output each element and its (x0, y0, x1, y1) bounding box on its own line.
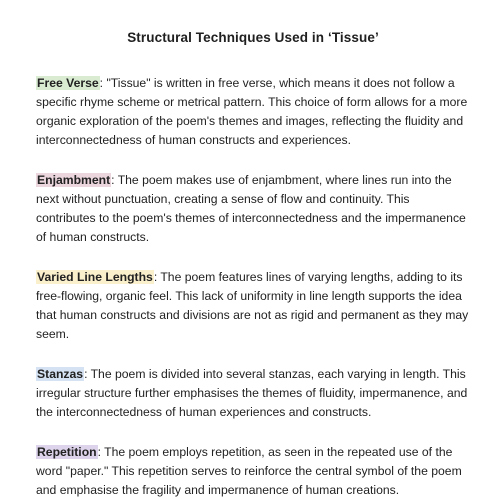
page-title: Structural Techniques Used in ‘Tissue’ (127, 30, 379, 45)
section-enjambment-text: : The poem makes use of enjambment, where lines run into the next without punctuation, creating a sense of flow and continuity. This contributes to the poem's themes of interconnectedness and the impermanence of human constructs. (36, 173, 466, 244)
section-varied-line-lengths-text: : The poem features lines of varying lengths, adding to its free-flowing, organic feel. This lack of uniformity in line length supports the idea that human constructs and divisions are not as rigid and permanent as they may seem. (36, 270, 469, 341)
term-stanzas: Stanzas (37, 367, 84, 381)
section-stanzas (36, 365, 470, 422)
section-varied-line-lengths (36, 268, 470, 344)
section-repetition (36, 443, 470, 500)
section-repetition-text: : The poem employs repetition, as seen in the repeated use of the word "paper." This repetition serves to reinforce the central symbol of the poem and emphasise the fragility and impermanence of human creations. (36, 445, 462, 497)
section-stanzas-text: : The poem is divided into several stanzas, each varying in length. This irregular structure further emphasises the themes of fluidity, impermanence, and the interconnectedness of human experiences and constructs. (36, 367, 468, 419)
term-enjambment: Enjambment (37, 173, 111, 187)
section-free-verse (36, 74, 470, 150)
term-repetition: Repetition (37, 445, 97, 459)
section-free-verse-text: : "Tissue" is written in free verse, which means it does not follow a specific rhyme scheme or metrical pattern. This choice of form allows for a more organic exploration of the poem's themes and images, reflecting the fluidity and interconnectedness of human constructs and experiences. (36, 76, 468, 147)
section-enjambment (36, 171, 470, 247)
term-free-verse: Free Verse (37, 76, 99, 90)
term-varied-line-lengths: Varied Line Lengths (37, 270, 153, 284)
